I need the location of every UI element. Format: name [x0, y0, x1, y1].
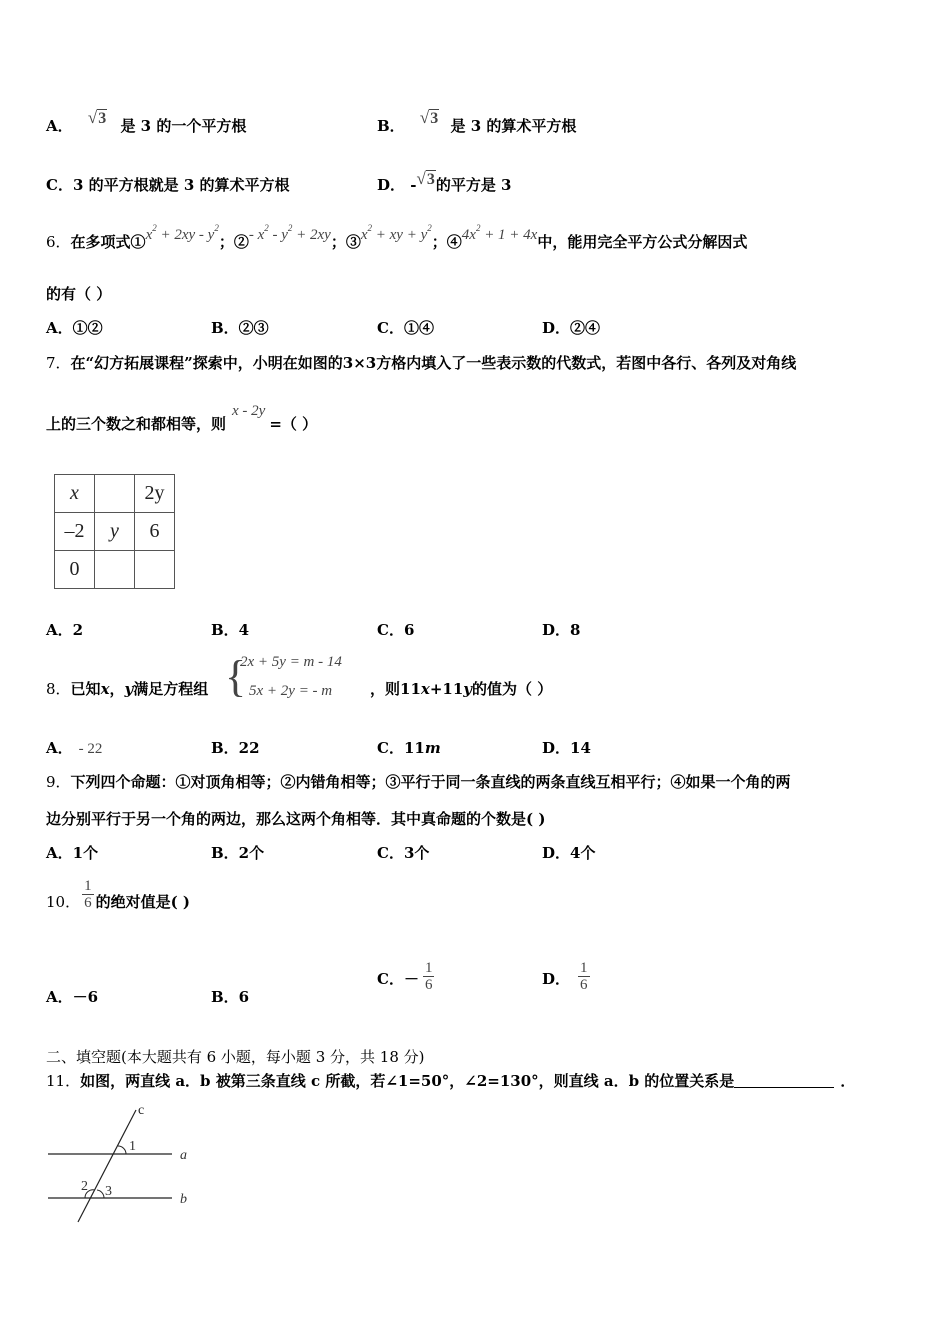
q8-option-c: C．11m — [377, 739, 441, 757]
label-a: a — [180, 1148, 187, 1163]
q9-stem-line2: 边分别平行于另一个角的两边，那么这两个角相等．其中真命题的个数是( ) — [46, 810, 546, 828]
grid-cell: –2 — [55, 513, 95, 551]
q8-option-d: D．14 — [542, 739, 591, 757]
q10-option-c: C．－ $\frac{1}{6}$ — [377, 960, 433, 993]
grid-cell: 0 — [55, 551, 95, 589]
magic-square-grid — [54, 474, 175, 589]
q10-stem: 10． $\frac{1}{6}$ 的绝对值是( ) — [46, 878, 191, 911]
angle-1-arc — [118, 1146, 126, 1154]
grid-cell — [95, 475, 135, 513]
grid-cell: y — [95, 513, 135, 551]
q9-stem-line1: 9．下列四个命题：①对顶角相等；②内错角相等；③平行于同一条直线的两条直线互相平行；④如果一个角的两 — [46, 773, 791, 791]
grid-cell — [135, 551, 175, 589]
angle-3-arc — [97, 1190, 104, 1198]
parallel-lines-figure — [40, 1100, 200, 1230]
q6-option-b: B．②③ — [211, 319, 269, 337]
equation-1: 2x + 5y = m - 14 — [240, 654, 342, 670]
q8-option-a: A． - 22 — [46, 739, 103, 757]
q5-option-a: A． √3 是 3 的一个平方根 — [46, 108, 247, 135]
q10-option-b: B．6 — [211, 988, 250, 1006]
q9-option-b: B．2个 — [211, 844, 265, 862]
q5-option-d: D． -√3的平方是 3 — [377, 169, 512, 194]
q11-stem: 11．如图，两直线 a．b 被第三条直线 c 所截，若∠1=50°，∠2=130°，则直线 a．b 的位置关系是 ． — [46, 1072, 856, 1090]
sqrt-expression: √3 — [416, 169, 435, 188]
equation-brace: { — [225, 652, 247, 701]
q5-option-b: B． √3 是 3 的算术平方根 — [377, 108, 577, 135]
q9-option-a: A．1个 — [46, 844, 99, 862]
q6-stem-line1: 6．在多项式$①x^2 + 2xy - y^2$；②- $x^2 - y^2 + 2xy$；$③x^2$ + xy + $y^2$；$④4x^2 + 1 + 4x$中，能用完全平方公式分解因式 — [46, 223, 748, 251]
q7-option-d: D．8 — [542, 621, 581, 639]
fraction: $\frac{1}{6}$ — [84, 878, 92, 911]
q9-option-d: D．4个 — [542, 844, 596, 862]
label-angle-1: 1 — [129, 1139, 136, 1154]
q7-stem-line2: 上的三个数之和都相等，则x - 2y=（ ） — [46, 403, 318, 433]
q8-stem-end: ，则11x+11y的值为（ ） — [370, 680, 553, 698]
q7-option-b: B．4 — [211, 621, 250, 639]
label-c: c — [138, 1103, 145, 1118]
sqrt-expression: √3 — [419, 108, 439, 127]
q7-stem-line1: 7．在“幻方拓展课程”探索中，小明在如图的3×3方格内填入了一些表示数的代数式，若图中各行、各列及对角线 — [46, 354, 797, 372]
section-heading: 二、填空题(本大题共有 6 小题，每小题 3 分，共 18 分) — [46, 1048, 425, 1066]
q7-option-a: A．2 — [46, 621, 84, 639]
line-c — [78, 1110, 136, 1222]
q8-option-b: B．22 — [211, 739, 260, 757]
q6-option-a: A．①② — [46, 319, 103, 337]
q8-stem: 8．已知x，y满足方程组 — [46, 680, 209, 698]
grid-cell — [95, 551, 135, 589]
q6-option-d: D．②④ — [542, 319, 601, 337]
q6-option-c: C．①④ — [377, 319, 434, 337]
answer-blank[interactable] — [734, 1073, 834, 1088]
grid-cell: 2y — [135, 475, 175, 513]
grid-cell: x — [55, 475, 95, 513]
q5-option-c: C．3 的平方根就是 3 的算术平方根 — [46, 176, 290, 194]
equation-2: 5x + 2y = - m — [249, 683, 333, 699]
q9-option-c: C．3个 — [377, 844, 430, 862]
sqrt-expression: √3 — [87, 108, 107, 127]
label-angle-3: 3 — [105, 1184, 112, 1199]
grid-cell: 6 — [135, 513, 175, 551]
label-b: b — [180, 1192, 187, 1207]
fraction: $\frac{1}{6}$ — [424, 960, 433, 993]
q7-option-c: C．6 — [377, 621, 415, 639]
q10-option-a: A．－6 — [46, 988, 99, 1006]
q10-option-d: D． $\frac{1}{6}$ — [542, 960, 588, 993]
label-angle-2: 2 — [81, 1179, 88, 1194]
q6-stem-line2: 的有（ ） — [46, 285, 112, 303]
fraction: $\frac{1}{6}$ — [580, 960, 588, 993]
